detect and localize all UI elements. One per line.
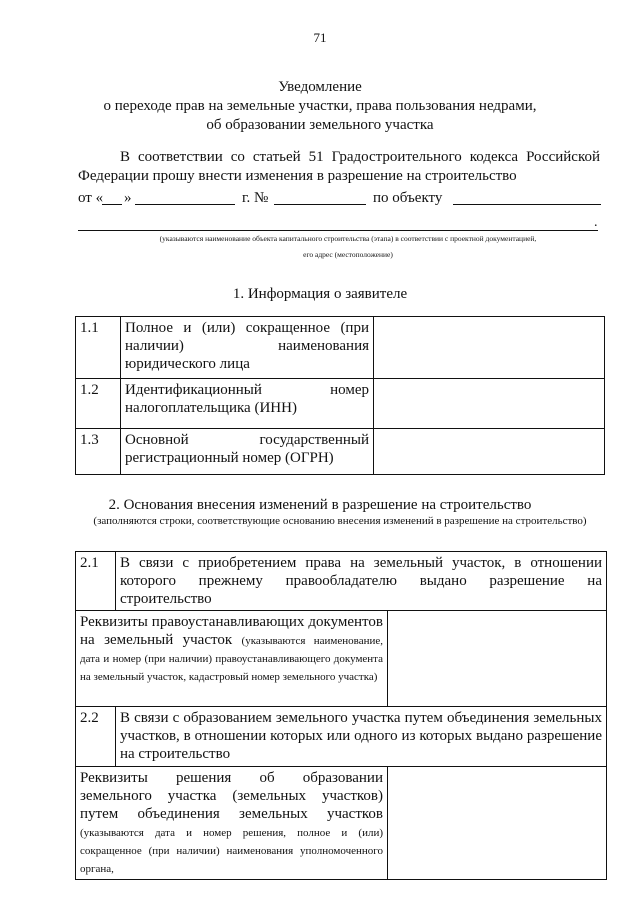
row-label: Основной государственный регистрационный номер (ОГРН)	[121, 429, 374, 475]
row-label: Идентификационный номер налогоплательщика (ИНН)	[121, 379, 374, 429]
table-row	[76, 379, 605, 429]
intro-text: В соответствии со статьей 51 Градостроительного кодекса Российской Федерации прошу внести изменения в разрешение на строительство	[78, 149, 600, 184]
table-row	[76, 767, 607, 880]
requisites-value-field[interactable]	[388, 611, 607, 707]
object-label: по объекту	[373, 190, 443, 206]
document-title	[60, 78, 580, 135]
requisites-main: Реквизиты решения об образовании земельного участка (земельных участков) путем объединения земельных участков	[80, 770, 383, 822]
table-row	[76, 611, 607, 707]
section2-title: 2. Основания внесения изменений в разрешение на строительство	[108, 497, 532, 513]
applicant-info-table	[75, 316, 605, 475]
address-caption: его адрес (местоположение)	[303, 250, 393, 259]
day-field[interactable]	[102, 190, 122, 205]
from-label: от «	[78, 190, 104, 206]
row-number: 2.2	[76, 707, 116, 767]
table-row	[76, 707, 607, 767]
section2-subtitle: (заполняются строки, соответствующие основанию внесения изменений в разрешение на строительство)	[93, 515, 587, 527]
table-row	[76, 552, 607, 611]
section1-title: 1. Информация о заявителе	[232, 286, 408, 302]
page-number: 71	[313, 30, 327, 45]
quote-close: »	[124, 190, 132, 206]
row-label: Полное и (или) сокращенное (при наличии) наименования юридического лица	[121, 317, 374, 379]
row-value-field[interactable]	[374, 379, 605, 429]
permit-number-field[interactable]	[274, 190, 366, 205]
object-name-field[interactable]	[78, 230, 598, 231]
month-field[interactable]	[135, 190, 235, 205]
date-number-object-line	[78, 190, 603, 210]
requisites-value-field[interactable]	[388, 767, 607, 880]
object-caption: (указываются наименование объекта капитального строительства (этапа) в соответствии с проектной документацией,	[159, 234, 537, 243]
period: .	[594, 215, 598, 230]
row-number: 1.1	[76, 317, 121, 379]
row-number: 2.1	[76, 552, 116, 611]
row-text: В связи с образованием земельного участка путем объединения земельных участков, в отношении которых или одного из которых выдано разрешение на строительство	[116, 707, 607, 767]
requisites-note: (указываются наименование, дата и номер (при наличии) правоустанавливающего документа на земельный участок, кадастровый номер земельного участка)	[80, 635, 383, 683]
change-grounds-table	[75, 551, 607, 880]
row-number: 1.3	[76, 429, 121, 475]
table-row	[76, 429, 605, 475]
object-field[interactable]	[453, 190, 601, 205]
table-row	[76, 317, 605, 379]
requisites-label	[76, 767, 388, 880]
requisites-note: (указываются дата и номер решения, полное и (или) сокращенное (при наличии) наименования уполномоченного органа,	[80, 827, 383, 875]
title: Уведомление	[278, 79, 362, 95]
requisites-label	[76, 611, 388, 707]
row-value-field[interactable]	[374, 317, 605, 379]
row-text: В связи с приобретением права на земельный участок, в отношении которого прежнему правообладателю выдано разрешение на строительство	[116, 552, 607, 611]
subtitle-line1: о переходе прав на земельные участки, права пользования недрами,	[103, 98, 537, 114]
requisites-main: Реквизиты правоустанавливающих документов на земельный участок	[80, 614, 383, 648]
year-label: г. №	[242, 190, 269, 206]
subtitle-line2: об образовании земельного участка	[206, 117, 434, 133]
row-number: 1.2	[76, 379, 121, 429]
row-value-field[interactable]	[374, 429, 605, 475]
